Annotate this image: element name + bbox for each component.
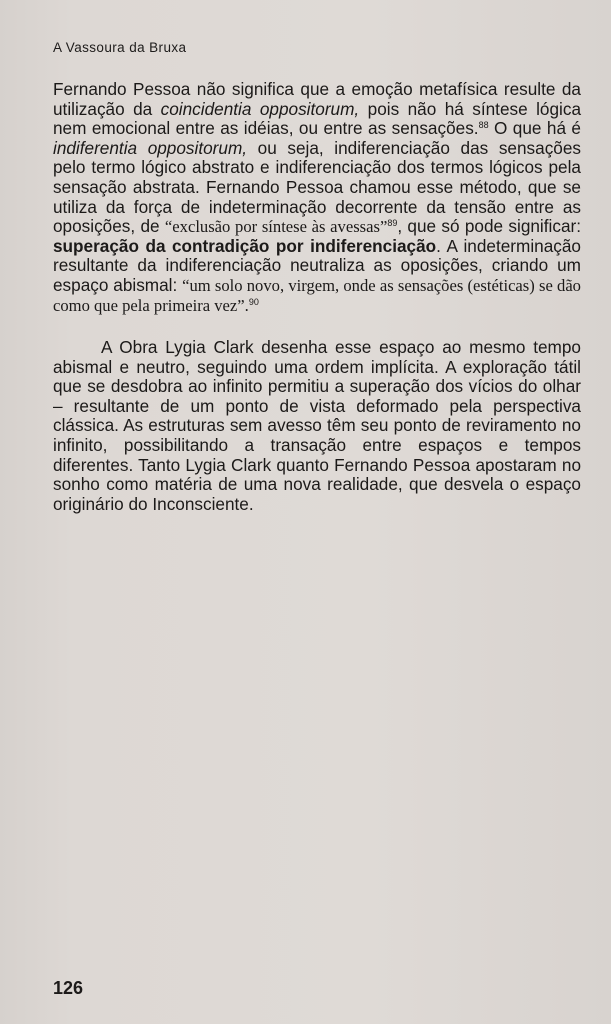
paragraph-2: A Obra Lygia Clark desenha esse espaço ao mesmo tempo abismal e neutro, seguindo uma ordem implícita. A exploração tátil que se desdobra ao infinito permitiu a superação dos vícios do olhar – resultante de um ponto de vista deformado pela perspectiva clássica. As estruturas sem avesso têm seu ponto de reviramento no infinito, possibilitando a transação entre espaços e tempos diferentes. Tanto Lygia Clark quanto Fernando Pessoa apostaram no sonho como matéria de uma nova realidade, que desvela o espaço originário do Inconsciente. — [53, 337, 581, 514]
p1-quote-2: “um solo novo, virgem, onde as sensações (estéticas) se dão como que pela primeira vez”. — [53, 275, 581, 315]
footnote-ref-90: 90 — [248, 296, 259, 307]
running-head: A Vassoura da Bruxa — [53, 40, 187, 55]
page-number: 126 — [53, 978, 84, 998]
p1-text: ou seja, indiferenciação das sensações pelo termo lógico abstrato e indiferenciação dos termos lógicos pela sensação abstrata. Fernando Pessoa chamou esse método, que se utiliza da força de indeterminação decorrente da tensão entre as oposições, de — [53, 137, 581, 237]
p1-text: Fernando Pessoa não significa que a emoção metafísica resulte da utilização da — [53, 79, 581, 119]
p1-quote-1: “exclusão por síntese às avessas” — [164, 217, 388, 237]
p1-latin-term-1: coincidentia oppositorum, — [160, 98, 360, 119]
footnote-ref-88: 88 — [478, 120, 489, 131]
p1-latin-term-2: indiferentia oppositorum, — [53, 137, 248, 158]
paragraph-1 — [53, 80, 581, 315]
p1-text: pois não há síntese lógica nem emocional entre as idéias, ou entre as sensações. — [53, 98, 581, 139]
p1-text: . A indeterminação resultante da indiferenciação neutraliza as oposições, criando um espaço abismal: — [53, 235, 581, 295]
p1-text: , que só pode significar: — [397, 216, 582, 237]
p1-bold-phrase: superação da contradição por indiferenciação — [53, 235, 437, 256]
footnote-ref-89: 89 — [387, 218, 398, 229]
p1-text: O que há é — [488, 118, 581, 139]
